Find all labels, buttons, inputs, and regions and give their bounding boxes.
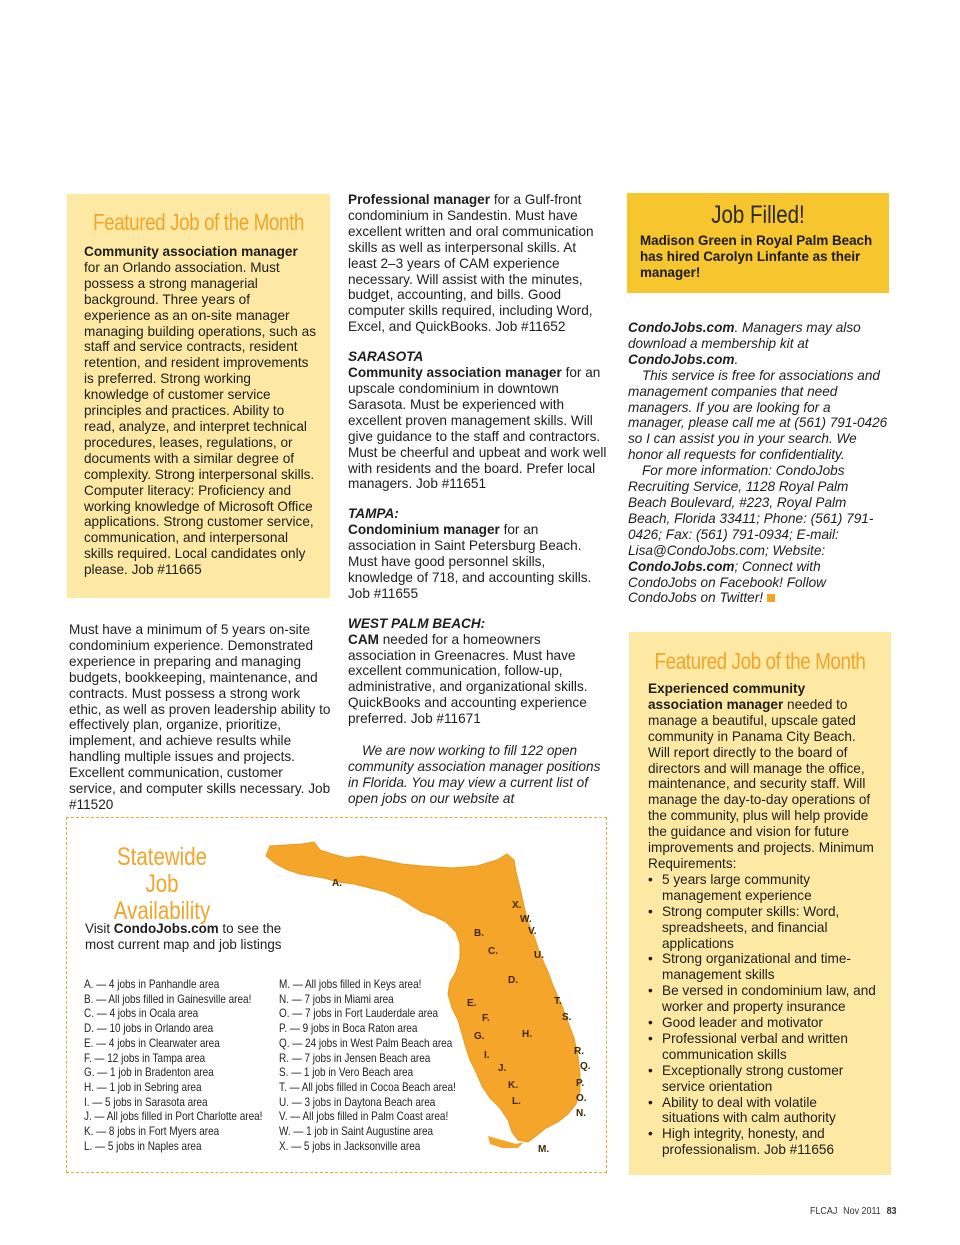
legend-left bbox=[84, 978, 262, 1154]
tampa-body: for an association in Saint Petersburg Beach. Must have good personnel skills, knowledge of 718, and accounting skills. Job #11655 bbox=[348, 522, 592, 601]
map-label: E. bbox=[467, 998, 477, 1009]
legend-entry: S. — 1 job in Vero Beach area bbox=[279, 1066, 414, 1080]
region-heading-west-palm-beach: WEST PALM BEACH: bbox=[348, 615, 486, 631]
contact-info-text: For more information: CondoJobs Recruiting Service, 1128 Royal Palm Beach Boulevard, #223, Royal Palm Beach, Florida 33411; Phone: (561) 791-0426; Fax: (561) 791-0934; E-mail: Lisa@CondoJobs.com; Website: bbox=[628, 463, 874, 558]
requirement-item: • Ability to deal with volatile situations with calm authority bbox=[662, 1095, 878, 1127]
map-label: R. bbox=[574, 1046, 584, 1057]
legend-entry: D. — 10 jobs in Orlando area bbox=[84, 1022, 214, 1036]
legend-entry: K. — 8 jobs in Fort Myers area bbox=[84, 1125, 220, 1139]
condojobs-site-link-2[interactable]: CondoJobs.com bbox=[628, 351, 735, 367]
requirement-item: • Exceptionally strong customer service orientation bbox=[662, 1063, 878, 1095]
featured-job-lead-2: Experienced community association manager bbox=[648, 681, 806, 712]
legend-entry: T. — All jobs filled in Cocoa Beach area! bbox=[279, 1080, 456, 1094]
page-number: 83 bbox=[886, 1205, 897, 1217]
job-filled-box bbox=[627, 193, 889, 293]
sarasota-body: for an upscale condominium in downtown Sarasota. Must be experienced with excellent proven management skills. Will give guidance to the staff and contractors. Must be cheerful and upbeat and work well with residents and the board. Prefer local managers. Job #11651 bbox=[348, 365, 607, 492]
map-label: S. bbox=[562, 1012, 572, 1023]
map-label: V. bbox=[528, 926, 537, 937]
map-label: C. bbox=[488, 946, 498, 957]
featured-job-title-1: Featured Job of the Month bbox=[93, 209, 304, 235]
featured-job-body-1: for an Orlando association. Must possess a strong managerial background. Three years of experience as an on-site manager managing building operations, such as staff and service contracts, resident retention, and resident improvements is preferred. Strong working knowledge of customer service principles and practices. Ability to read, analyze, and interpret technical procedures, leases, regulations, or documents with a similar degree of complexity. Strong interpersonal skills. Computer literacy: Proficiency and working knowledge of Microsoft Office applications. Strong customer service, communication, and interpersonal skills required. Local candidates only please. Job #11665 bbox=[84, 259, 317, 578]
legend-entry: W. — 1 job in Saint Augustine area bbox=[279, 1125, 434, 1139]
end-mark-icon bbox=[767, 594, 775, 602]
legend-entry: C. — 4 jobs in Ocala area bbox=[84, 1007, 199, 1021]
legend-entry: E. — 4 jobs in Clearwater area bbox=[84, 1036, 220, 1050]
legend-entry: F. — 12 jobs in Tampa area bbox=[84, 1051, 206, 1065]
map-label: W. bbox=[520, 914, 532, 925]
region-heading-tampa: TAMPA: bbox=[348, 506, 399, 522]
legend-entry: V. — All jobs filled in Palm Coast area! bbox=[279, 1110, 449, 1124]
featured-job-text-2 bbox=[648, 681, 878, 1158]
column1-continued-text bbox=[69, 622, 332, 813]
legend-entry: R. — 7 jobs in Jensen Beach area bbox=[279, 1051, 431, 1065]
job-filled-body: Madison Green in Royal Palm Beach has hired Carolyn Linfante as their manager! bbox=[640, 233, 873, 280]
column2-text bbox=[348, 192, 608, 807]
legend-entry: P. — 9 jobs in Boca Raton area bbox=[279, 1022, 418, 1036]
map-label: B. bbox=[474, 928, 484, 939]
legend-entry: J. — All jobs filled in Port Charlotte area! bbox=[84, 1110, 263, 1124]
kit-text: . Managers may also download a membership kit at bbox=[628, 320, 861, 351]
tampa-lead: Condominium manager bbox=[348, 522, 500, 538]
map-label: J. bbox=[498, 1063, 507, 1074]
featured-job-text-1 bbox=[84, 244, 316, 578]
featured-job-lead-1: Community association manager bbox=[84, 244, 298, 259]
florida-shape bbox=[266, 842, 580, 1142]
requirements-list bbox=[648, 872, 878, 1158]
professional-manager-lead: Professional manager bbox=[348, 192, 491, 207]
map-label: F. bbox=[482, 1013, 490, 1024]
west-palm-beach-body: needed for a homeowners association in Greenacres. Must have excellent communication, follow-up, administrative, and organizational skills. QuickBooks and accounting experience preferred. Job #11671 bbox=[348, 631, 588, 727]
free-service-paragraph: This service is free for associations and management companies that need managers. If you are looking for a manager, please call me at (561) 791-0426 so I can assist you in your search. We honor all requests for confidentiality. bbox=[628, 367, 888, 463]
legend-entry: G. — 1 job in Bradenton area bbox=[84, 1066, 214, 1080]
map-label: D. bbox=[508, 975, 518, 986]
legend-entry: U. — 3 jobs in Daytona Beach area bbox=[279, 1095, 436, 1109]
region-heading-sarasota: SARASOTA bbox=[348, 349, 424, 365]
statewide-title-line1: Statewide Job bbox=[116, 843, 208, 898]
map-label: O. bbox=[576, 1093, 587, 1104]
requirement-item: • Strong organizational and time-management skills bbox=[662, 951, 878, 983]
requirement-item: • Be versed in condominium law, and worker and property insurance bbox=[662, 983, 878, 1015]
issue-date: Nov 2011 bbox=[843, 1205, 881, 1217]
florida-map bbox=[262, 836, 592, 1156]
statewide-title-line2: Availability bbox=[113, 897, 211, 925]
map-label: U. bbox=[534, 950, 544, 961]
kit-text-end: . bbox=[734, 351, 739, 367]
job-filled-title: Job Filled! bbox=[711, 201, 805, 229]
map-label: L. bbox=[512, 1096, 521, 1107]
legend-entry: H. — 1 job in Sebring area bbox=[84, 1080, 202, 1094]
condojobs-site-link-3[interactable]: CondoJobs.com bbox=[628, 558, 735, 574]
sarasota-lead: Community association manager bbox=[348, 365, 562, 381]
requirement-item: • Professional verbal and written communication skills bbox=[662, 1031, 878, 1063]
legend-entry: O. — 7 jobs in Fort Lauderdale area bbox=[279, 1007, 439, 1021]
professional-manager-body: for a Gulf-front condominium in Sandestin. Must have excellent written and oral communication skills as well as interpersonal skills. At least 2–3 years of CAM experience necessary. Will assist with the minutes, budget, accounting, and bills. Good computer skills required, including Word, Excel, and QuickBooks. Job #11652 bbox=[348, 192, 594, 335]
statewide-box bbox=[66, 817, 607, 1173]
west-palm-beach-lead: CAM bbox=[348, 631, 379, 647]
featured-job-box-1 bbox=[67, 194, 330, 598]
legend-entry: B. — All jobs filled in Gainesville area! bbox=[84, 992, 252, 1006]
social-text: ; Connect with CondoJobs on Facebook! Follow CondoJobs on Twitter! bbox=[628, 558, 826, 606]
condojobs-site-link-4[interactable]: CondoJobs.com bbox=[113, 921, 219, 936]
legend-entry: M. — All jobs filled in Keys area! bbox=[279, 978, 422, 991]
open-positions-paragraph: We are now working to fill 122 open community association manager positions in Florida. You may view a current list of open jobs on our website at bbox=[348, 743, 601, 806]
visit-suffix: to see the most current map and job listings bbox=[85, 921, 282, 952]
featured-job-body-2: needed to manage a beautiful, upscale gated community in Panama City Beach. Will report directly to the board of directors and will manage the office, maintenance, and security staff. Will manage the day-to-day operations of the community, plus will help provide the guidance and vision for future improvements and projects. Minimum Requirements: bbox=[648, 696, 874, 871]
legend-entry: N. — 7 jobs in Miami area bbox=[279, 992, 394, 1006]
legend-entry: X. — 5 jobs in Jacksonville area bbox=[279, 1139, 421, 1153]
map-label: P. bbox=[576, 1078, 585, 1089]
featured-job-box-2 bbox=[629, 632, 891, 1175]
requirement-item: • Good leader and motivator bbox=[662, 1015, 878, 1031]
condojobs-site-link-1[interactable]: CondoJobs.com bbox=[628, 320, 735, 335]
map-label: T. bbox=[554, 996, 562, 1007]
map-label: X. bbox=[512, 900, 522, 911]
legend-entry: I. — 5 jobs in Sarasota area bbox=[84, 1095, 208, 1109]
column1-paragraph: Must have a minimum of 5 years on-site condominium experience. Demonstrated experience in preparing and managing budgets, bookkeeping, maintenance, and contracts. Must possess a strong work ethic, as well as proven leadership ability to effectively plan, organize, prioritize, implement, and achieve results while handling multiple issues and projects. Excellent communication, customer service, and computer skills necessary. Job #11520 bbox=[69, 622, 331, 812]
requirement-item: • High integrity, honesty, and professionalism. Job #11656 bbox=[662, 1126, 878, 1158]
column3-text bbox=[628, 320, 888, 606]
magazine-name: FLCAJ bbox=[810, 1205, 838, 1217]
map-label: M. bbox=[538, 1144, 550, 1155]
requirement-item: • Strong computer skills: Word, spreadsheets, and financial applications bbox=[662, 904, 878, 952]
map-label: A. bbox=[332, 878, 342, 889]
visit-prefix: Visit bbox=[85, 921, 114, 936]
statewide-title bbox=[101, 844, 224, 925]
page-footer bbox=[810, 1205, 897, 1217]
map-label: N. bbox=[576, 1108, 586, 1119]
map-label: Q. bbox=[580, 1061, 591, 1072]
map-label: K. bbox=[508, 1080, 518, 1091]
featured-job-title-2: Featured Job of the Month bbox=[654, 648, 866, 674]
legend-entry: L. — 5 jobs in Naples area bbox=[84, 1139, 202, 1153]
legend-entry: Q. — 24 jobs in West Palm Beach area bbox=[279, 1036, 453, 1050]
requirement-item: • 5 years large community management experience bbox=[662, 872, 878, 904]
map-label: I. bbox=[484, 1050, 490, 1061]
legend-entry: A. — 4 jobs in Panhandle area bbox=[84, 978, 220, 991]
map-label: H. bbox=[522, 1029, 532, 1040]
map-label: G. bbox=[474, 1031, 485, 1042]
